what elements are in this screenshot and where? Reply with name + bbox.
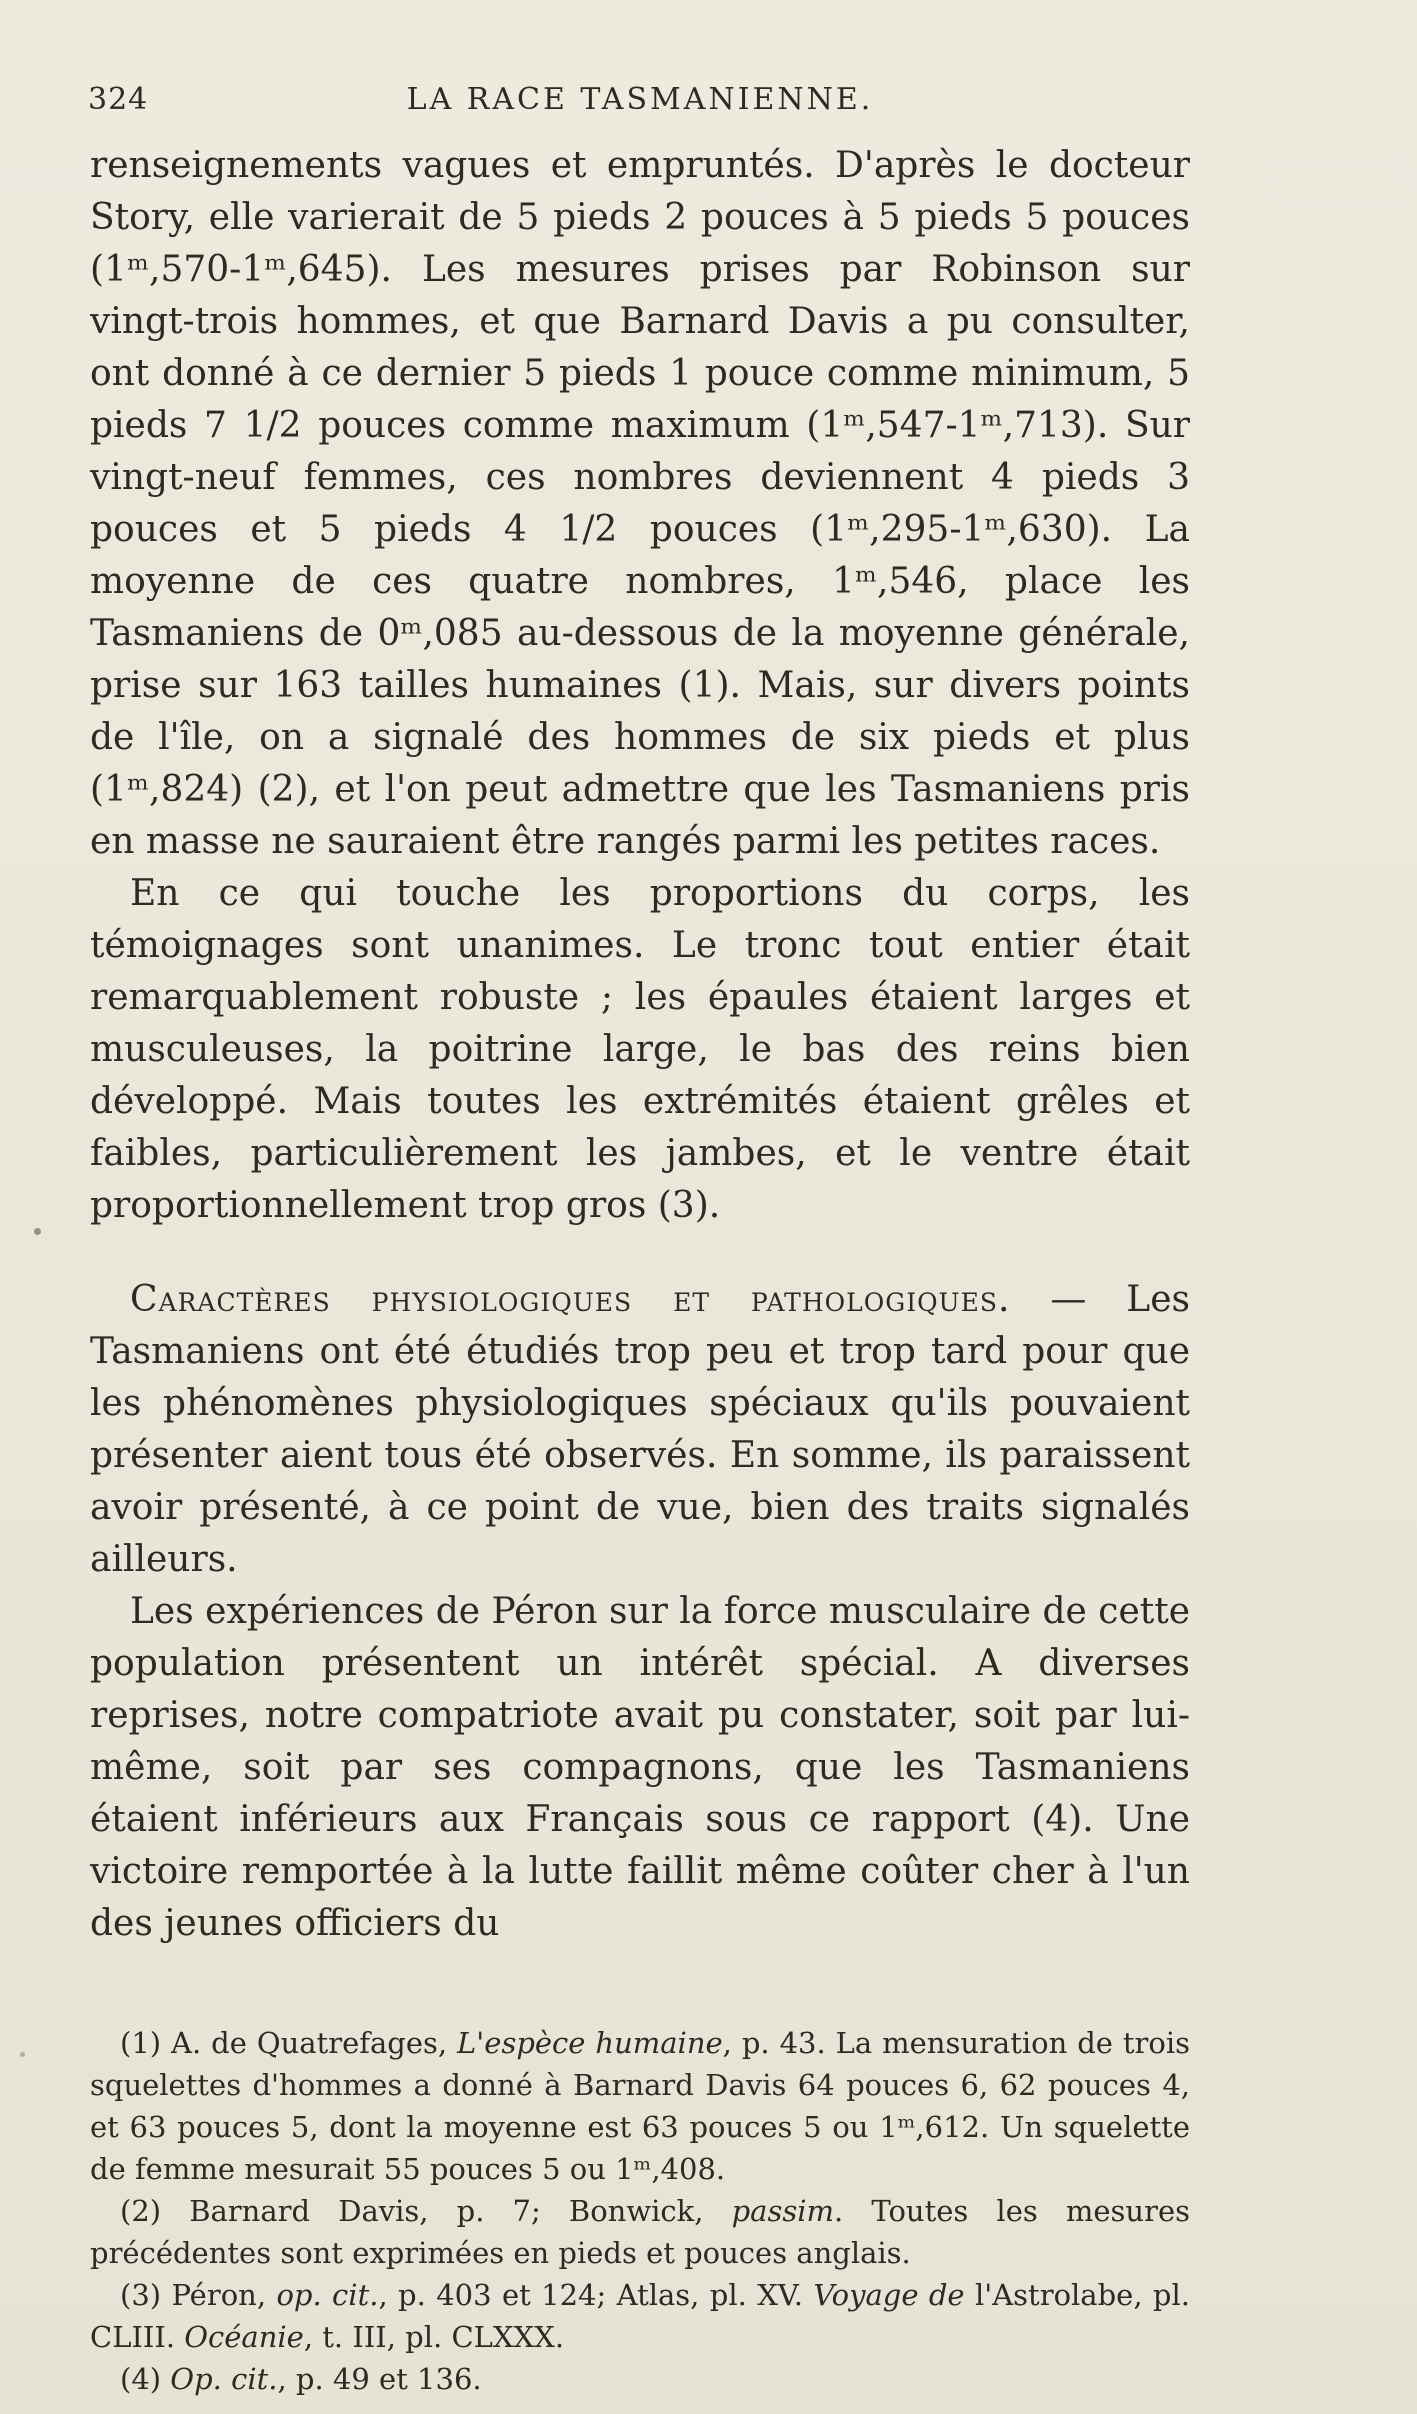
section-text: — Les Tasmaniens ont été étudiés trop peu et trop tard pour que les phénomènes physiologiques spéciaux qu'ils pouvaient présenter aient tous été observés. En somme, ils paraissent avoir présenté, à ce point de vue, bien des traits signalés ailleurs. [90, 1279, 1190, 1580]
page-number: 324 [88, 82, 149, 117]
text-block [90, 140, 1190, 1950]
footnote-4: (4) Op. cit., p. 49 et 136. [120, 2362, 482, 2396]
footnotes-block [90, 2022, 1190, 2400]
section-heading: Caractères physiologiques et pathologiques. [130, 1279, 1011, 1320]
paragraph-measurements: renseignements vagues et empruntés. D'après le docteur Story, elle varierait de 5 pieds 2 pouces à 5 pieds 5 pouces (1ᵐ,570-1ᵐ,645). Les mesures prises par Robinson sur vingt-trois hommes, et que Barnard Davis a pu consulter, ont donné à ce dernier 5 pieds 1 pouce comme minimum, 5 pieds 7 1/2 pouces comme maximum (1ᵐ,547-1ᵐ,713). Sur vingt-neuf femmes, ces nombres deviennent 4 pieds 3 pouces et 5 pieds 4 1/2 pouces (1ᵐ,295-1ᵐ,630). La moyenne de ces quatre nombres, 1ᵐ,546, place les Tasmaniens de 0ᵐ,085 au-dessous de la moyenne générale, prise sur 163 tailles humaines (1). Mais, sur divers points de l'île, on a signalé des hommes de six pieds et plus (1ᵐ,824) (2), et l'on peut admettre que les Tasmaniens pris en masse ne sauraient être rangés parmi les petites races. [90, 145, 1190, 862]
paragraph-proportions: En ce qui touche les proportions du corps, les témoignages sont unanimes. Le tronc tout entier était remarquablement robuste ; les épaules étaient larges et musculeuses, la poitrine large, le bas des reins bien développé. Mais toutes les extrémités étaient grêles et faibles, particulièrement les jambes, et le ventre était proportionnellement trop gros (3). [90, 873, 1190, 1226]
page-header [90, 82, 1190, 132]
running-title: LA RACE TASMANIENNE. [406, 82, 874, 117]
footnote-1: (1) A. de Quatrefages, L'espèce humaine, p. 43. La mensuration de trois squelettes d'hommes a donné à Barnard Davis 64 pouces 6, 62 pouces 4, et 63 pouces 5, dont la moyenne est 63 pouces 5 ou 1ᵐ,612. Un squelette de femme mesurait 55 pouces 5 ou 1ᵐ,408. [90, 2026, 1191, 2186]
scan-speck [20, 2052, 25, 2057]
footnote-3: (3) Péron, op. cit., p. 403 et 124; Atlas, pl. XV. Voyage de l'Astrolabe, pl. CLIII. Océanie, t. III, pl. CLXXX. [90, 2278, 1190, 2354]
section-paragraph [90, 1274, 1190, 1586]
scan-speck [34, 1228, 41, 1235]
paragraph-peron-experiments: Les expériences de Péron sur la force musculaire de cette population présentent un intérêt spécial. A diverses reprises, notre compatriote avait pu constater, soit par lui-même, soit par ses compagnons, que les Tasmaniens étaient inférieurs aux Français sous ce rapport (4). Une victoire remportée à la lutte faillit même coûter cher à l'un des jeunes officiers du [90, 1591, 1190, 1944]
footnote-2: (2) Barnard Davis, p. 7; Bonwick, passim. Toutes les mesures précédentes sont exprimées en pieds et pouces anglais. [90, 2194, 1190, 2270]
